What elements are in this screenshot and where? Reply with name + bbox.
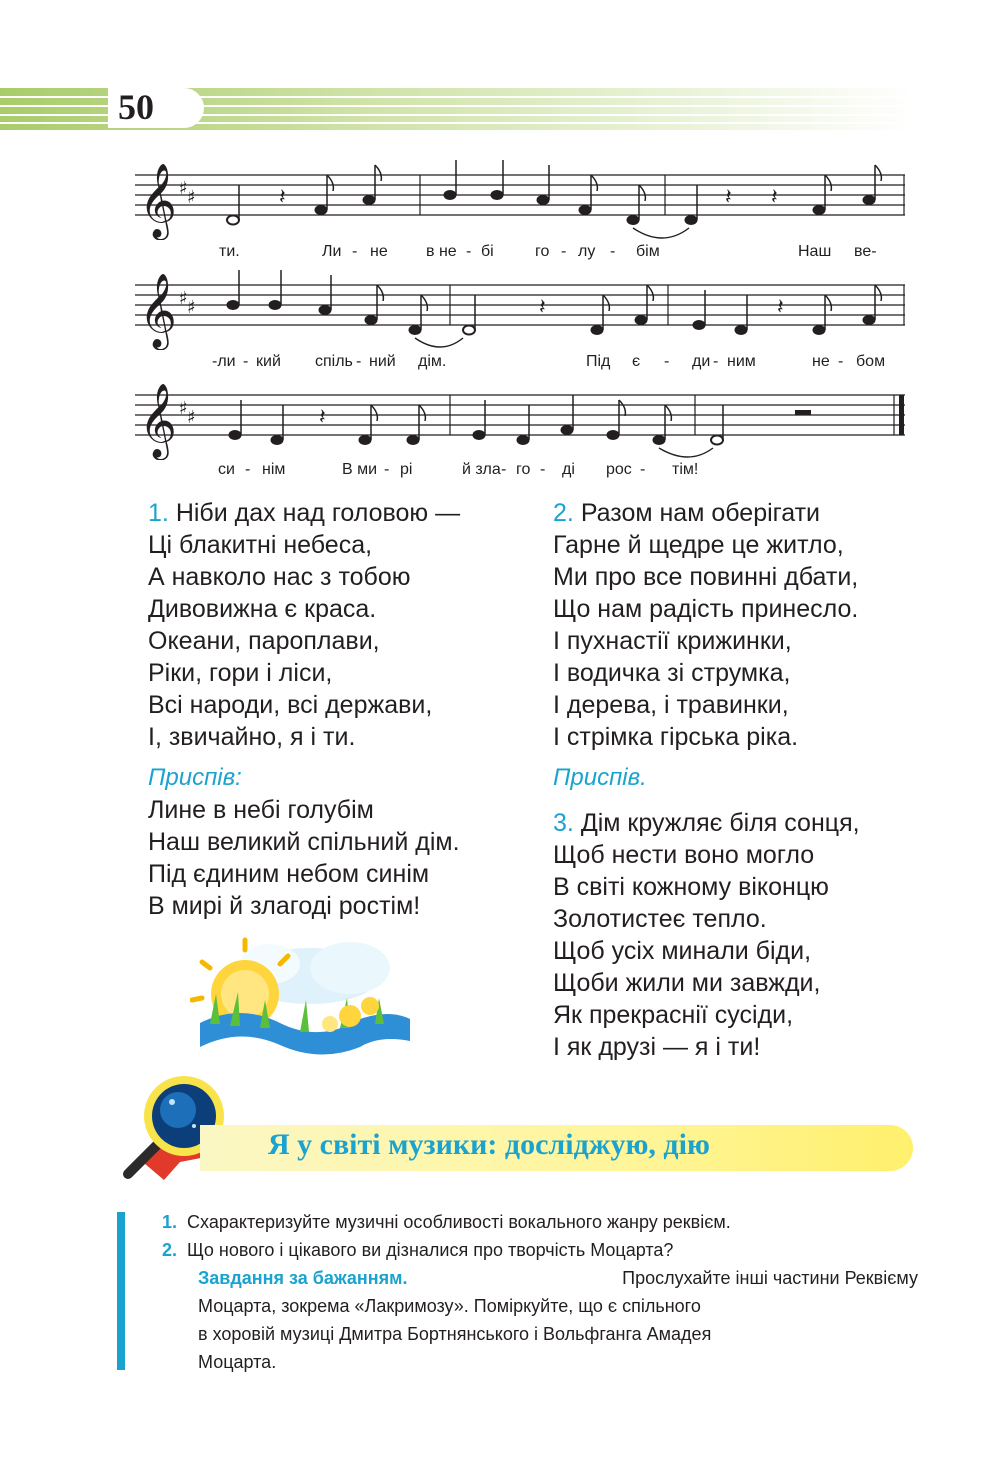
lyric-syllable: дім.: [418, 353, 447, 370]
verse-line: В світі кожному віконцю: [553, 873, 829, 901]
lyric-syllable: ди: [692, 353, 711, 370]
sun-cloud-illustration: [190, 928, 420, 1063]
lyric-hyphen: -: [245, 461, 251, 478]
verse-line: Дім кружляє біля сонця,: [580, 809, 860, 837]
lyric-syllable: ти.: [219, 243, 240, 260]
lyric-hyphen: -: [356, 353, 362, 370]
verse-line: Щоб усіх минали біди,: [553, 937, 812, 965]
lyric-hyphen: -: [640, 461, 646, 478]
verse-line: І як друзі — я і ти!: [553, 1033, 761, 1061]
verse-line: Щоб нести воно могло: [553, 841, 815, 869]
lyric-syllable: спіль: [315, 353, 353, 370]
task-number: 1.: [162, 1212, 178, 1232]
svg-text:♯: ♯: [187, 297, 196, 318]
task-text: Що нового і цікавого ви дізналися про творчість Моцарта?: [187, 1240, 674, 1260]
verse-line: Дивовижна є краса.: [148, 595, 377, 623]
music-staff-1: [135, 150, 905, 240]
lyric-hyphen: -: [384, 461, 390, 478]
lyric-syllable: бі: [481, 243, 494, 260]
music-staff-2: [135, 260, 905, 350]
lyric-syllable: тім!: [672, 461, 699, 478]
refrain-line: Лине в небі голубім: [148, 796, 374, 824]
lyric-syllable: кий: [256, 353, 281, 370]
lyric-hyphen: -: [243, 353, 249, 370]
lyric-syllable: рос: [606, 461, 632, 478]
lyric-syllable: В ми: [342, 461, 378, 478]
verse-number: 1.: [148, 499, 169, 527]
svg-text:♯: ♯: [187, 407, 196, 428]
lyric-syllable: си: [218, 461, 235, 478]
lyric-syllable: ве-: [854, 243, 877, 260]
treble-clef-icon: 𝄞: [139, 384, 177, 458]
verse-line: Як прекраснії сусіди,: [553, 1001, 794, 1029]
svg-text:♯: ♯: [187, 187, 196, 208]
task-number: 2.: [162, 1240, 178, 1260]
tasks-list: [162, 1208, 922, 1376]
refrain: [148, 794, 460, 922]
page-number: 50: [118, 87, 154, 127]
lyric-hyphen: -: [561, 243, 567, 260]
lyric-hyphen: -: [466, 243, 472, 260]
verse-line: Ми про все повинні дбати,: [553, 563, 859, 591]
verse-line: Що нам радість принесло.: [553, 595, 859, 623]
verse-line: І пухнастії крижинки,: [553, 627, 792, 655]
verse-line: Ріки, гори і ліси,: [148, 659, 333, 687]
verse-number: 2.: [553, 499, 574, 527]
verse-number: 3.: [553, 809, 574, 837]
task-text: Прослухайте інші частини Реквієму: [622, 1268, 918, 1288]
verse-line: Щоби жили ми завжди,: [553, 969, 821, 997]
lyric-hyphen: -: [664, 353, 670, 370]
verse-2: [553, 497, 858, 753]
lyric-syllable: ним: [727, 353, 756, 370]
svg-text:𝄽: 𝄽: [279, 184, 286, 209]
optional-task-label: Завдання за бажанням.: [198, 1268, 408, 1288]
treble-clef-icon: 𝄞: [139, 164, 177, 238]
lyric-hyphen: -: [540, 461, 546, 478]
svg-text:♯: ♯: [179, 398, 188, 419]
refrain-line: Наш великий спільний дім.: [148, 828, 460, 856]
music-staff-3: [135, 370, 905, 460]
refrain-label: Приспів:: [148, 764, 242, 791]
lyric-syllable: лу: [578, 243, 596, 260]
lyric-syllable: не: [812, 353, 830, 370]
verse-line: Ці блакитні небеса,: [148, 531, 373, 559]
task-text: Моцарта.: [198, 1352, 277, 1372]
lyric-syllable: го: [516, 461, 531, 478]
lyric-syllable: й зла: [462, 461, 501, 478]
verse-line: І стрімка гірська ріка.: [553, 723, 799, 751]
refrain-label: Приспів.: [553, 764, 647, 791]
lyric-syllable: ді: [562, 461, 575, 478]
verse-line: І, звичайно, я і ти.: [148, 723, 356, 751]
lyric-syllable: не: [370, 243, 388, 260]
refrain-line: Під єдиним небом синім: [148, 860, 430, 888]
verse-1: [148, 497, 460, 753]
verse-line: Золотистеє тепло.: [553, 905, 767, 933]
lyric-syllable: в не: [426, 243, 457, 260]
lyric-hyphen: -: [713, 353, 719, 370]
section-title: Я у світі музики: досліджую, дію: [268, 1128, 710, 1161]
task-text: Схарактеризуйте музичні особливості вокального жанру реквієм.: [187, 1212, 731, 1232]
svg-text:𝄽: 𝄽: [777, 294, 784, 319]
lyric-syllable: бом: [856, 353, 886, 370]
verse-line: І водичка зі струмка,: [553, 659, 791, 687]
lyric-syllable: Наш: [798, 243, 832, 260]
svg-text:𝄽: 𝄽: [319, 404, 326, 429]
lyric-hyphen: -: [838, 353, 844, 370]
lyric-syllable: бім: [636, 243, 660, 260]
verse-line: Разом нам оберігати: [580, 499, 820, 527]
svg-text:♯: ♯: [179, 288, 188, 309]
task-accent-bar: [117, 1212, 125, 1370]
lyric-syllable: го: [535, 243, 550, 260]
lyric-hyphen: -: [610, 243, 616, 260]
lyric-hyphen: -: [501, 461, 507, 478]
svg-text:𝄽: 𝄽: [725, 184, 732, 209]
lyric-syllable: Ли: [322, 243, 342, 260]
verse-line: Океани, пароплави,: [148, 627, 380, 655]
svg-text:𝄽: 𝄽: [539, 294, 546, 319]
verse-line: Гарне й щедре це житло,: [553, 531, 844, 559]
verse-line: І дерева, і травинки,: [553, 691, 789, 719]
lyric-syllable: є: [632, 353, 641, 370]
svg-text:𝄽: 𝄽: [771, 184, 778, 209]
lyric-syllable: нім: [262, 461, 286, 478]
lyric-syllable: -ли: [212, 353, 236, 370]
final-barline: [899, 395, 904, 435]
task-text: Моцарта, зокрема «Лакримозу». Поміркуйте, що є спільного: [198, 1296, 701, 1316]
verse-3: [553, 807, 860, 1063]
verse-line: Всі народи, всі держави,: [148, 691, 433, 719]
lyric-syllable: ний: [369, 353, 396, 370]
task-text: в хоровій музиці Дмитра Бортнянського і Вольфганга Амадея: [198, 1324, 712, 1344]
lyrics-row-3: [0, 461, 993, 483]
treble-clef-icon: 𝄞: [139, 274, 177, 348]
svg-text:♯: ♯: [179, 178, 188, 199]
refrain-line: В мирі й злагоді ростім!: [148, 892, 421, 920]
lyric-syllable: рі: [400, 461, 413, 478]
lyric-syllable: Під: [586, 353, 611, 370]
lyric-hyphen: -: [352, 243, 358, 260]
verse-line: А навколо нас з тобою: [148, 563, 411, 591]
verse-line: Ніби дах над головою —: [175, 499, 461, 527]
